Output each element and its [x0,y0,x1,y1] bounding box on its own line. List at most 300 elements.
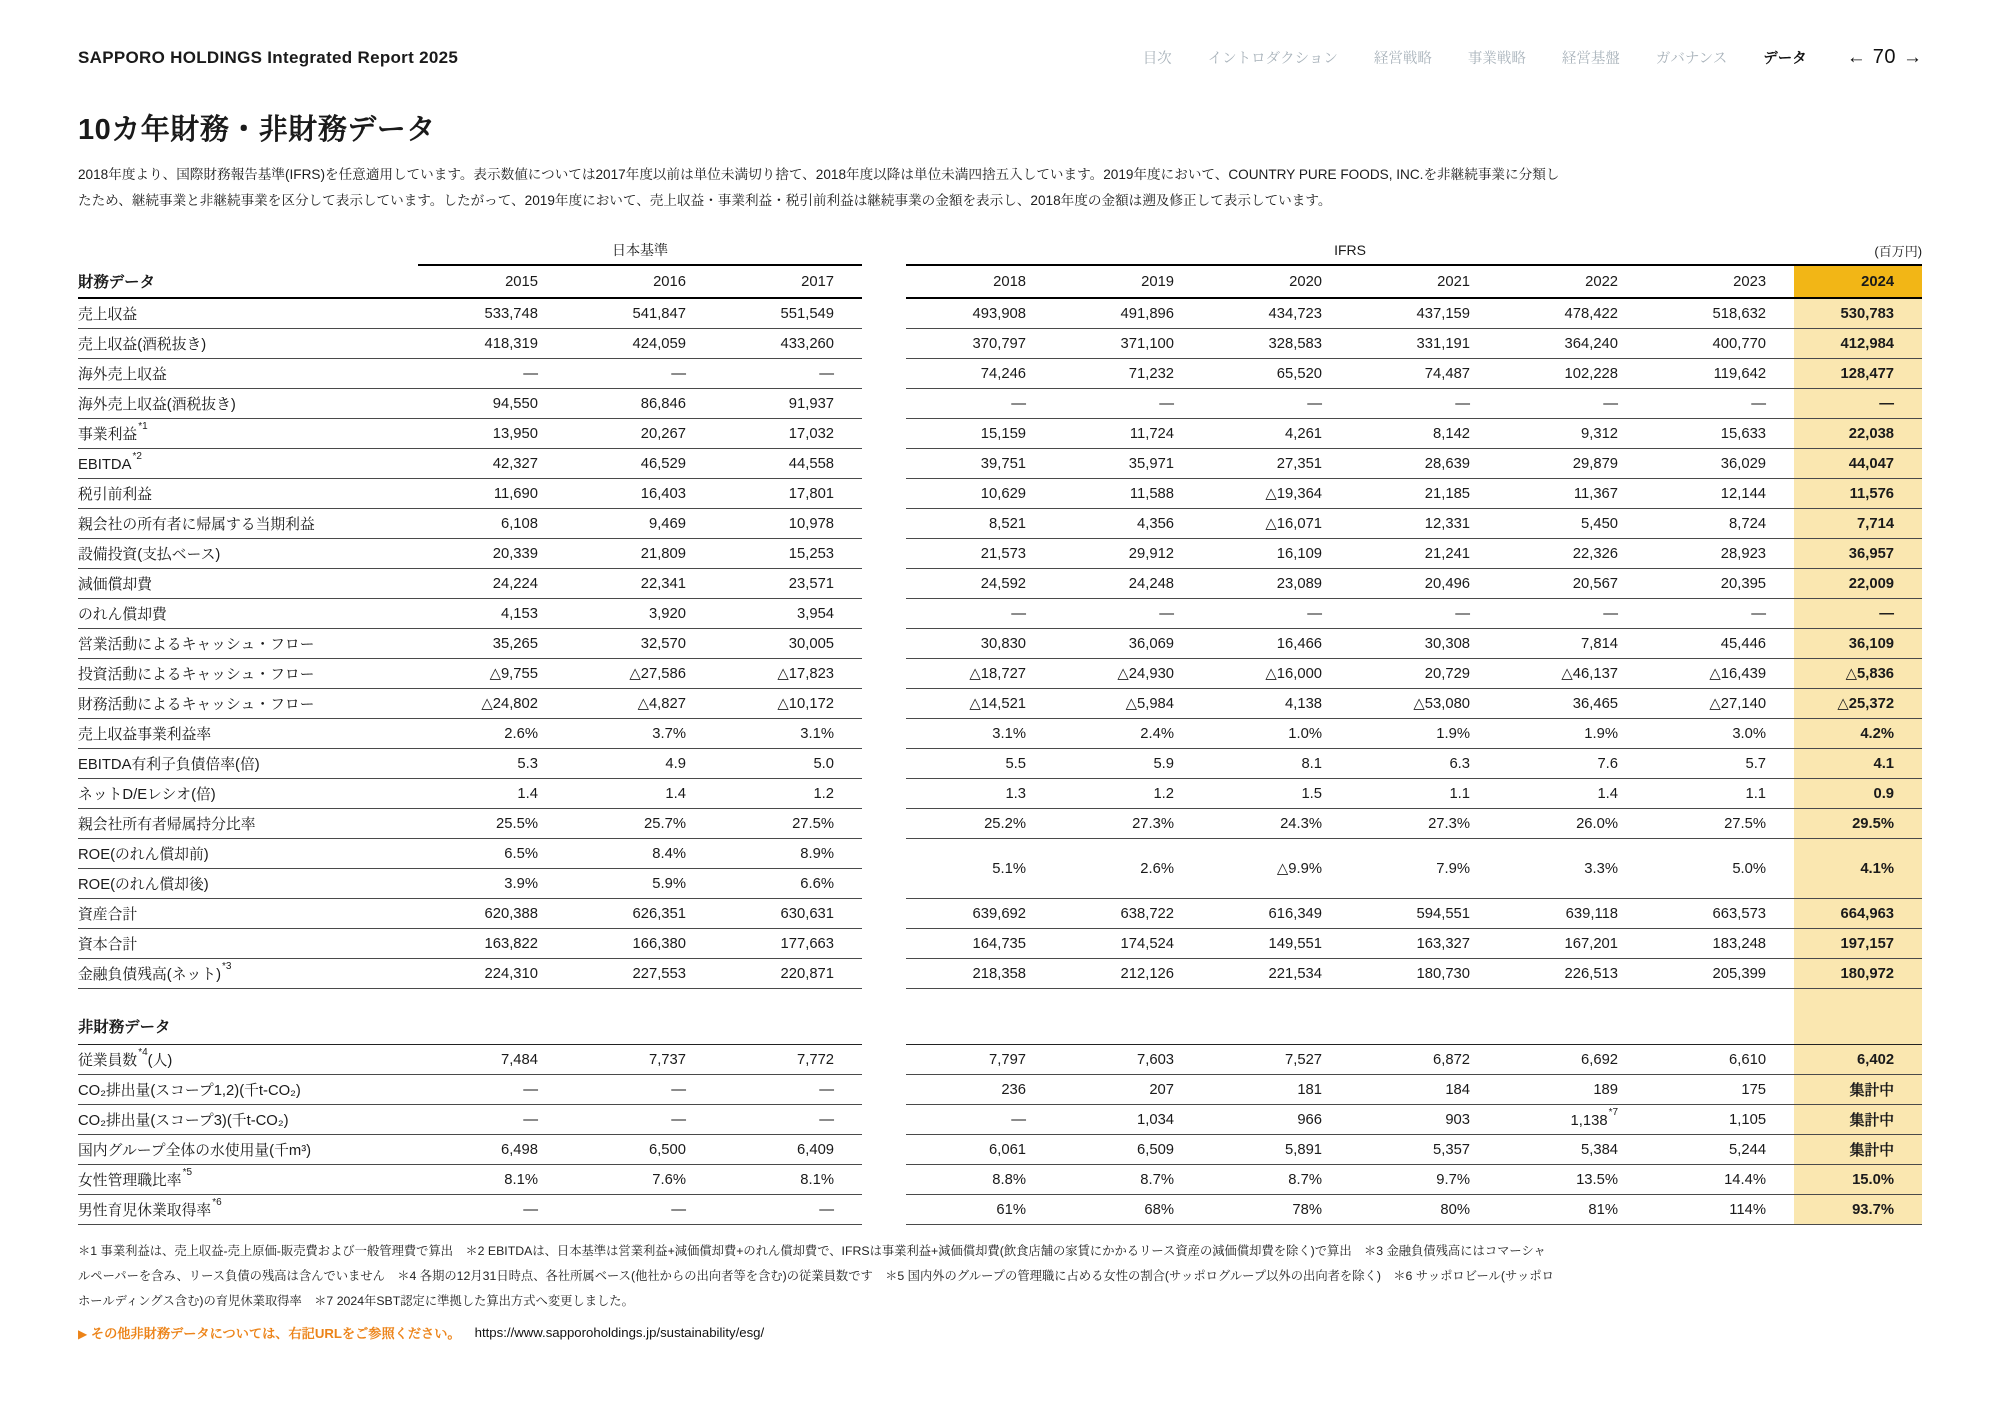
value-cell: 5,450 [1498,509,1646,539]
value-cell: 119,642 [1646,359,1794,389]
column-gap [862,298,906,329]
column-gap [862,959,906,989]
table-row [78,449,1922,479]
value-cell: 174,524 [1054,929,1202,959]
table-row [78,329,1922,359]
value-cell: △27,586 [566,659,714,689]
value-cell: 3.3% [1498,839,1646,899]
prev-page-arrow-icon[interactable]: ← [1846,46,1866,68]
value-cell: 46,529 [566,449,714,479]
value-cell: 15,633 [1646,419,1794,449]
value-cell: 21,185 [1350,479,1498,509]
value-cell: 22,038 [1794,419,1922,449]
report-title: SAPPORO HOLDINGS Integrated Report 2025 [78,47,459,67]
value-cell: 8.1 [1202,749,1350,779]
year-header: 2023 [1646,265,1794,298]
value-cell: 5.0% [1646,839,1794,899]
value-cell: 11,690 [418,479,566,509]
value-cell: 7,527 [1202,1045,1350,1075]
value-cell: 28,923 [1646,539,1794,569]
column-gap [862,899,906,929]
value-cell: 11,588 [1054,479,1202,509]
column-gap [862,265,906,298]
value-cell: 7.9% [1350,839,1498,899]
table-row [78,1165,1922,1195]
group-header-spacer [78,236,418,265]
spacer-cell [906,989,1794,1005]
value-cell: 331,191 [1350,329,1498,359]
value-cell: 29.5% [1794,809,1922,839]
column-gap [862,1105,906,1135]
row-label: 売上収益(酒税抜き) [78,329,418,359]
value-cell: — [1350,599,1498,629]
value-cell: 8.7% [1202,1165,1350,1195]
value-cell: — [1350,389,1498,419]
row-label: 女性管理職比率$^{*5}$ [78,1165,418,1195]
value-cell: 491,896 [1054,298,1202,329]
value-cell: 15,253 [714,539,862,569]
value-cell: 36,109 [1794,629,1922,659]
row-label: 投資活動によるキャッシュ・フロー [78,659,418,689]
table-row [78,809,1922,839]
value-cell: 20,496 [1350,569,1498,599]
value-cell: 594,551 [1350,899,1498,929]
value-cell: 3.9% [418,869,566,899]
value-cell: 163,327 [1350,929,1498,959]
value-cell: 8.4% [566,839,714,869]
value-cell: 61% [906,1195,1054,1225]
value-cell: 20,267 [566,419,714,449]
value-cell: 183,248 [1646,929,1794,959]
value-cell: 4.1 [1794,749,1922,779]
value-cell: 91,937 [714,389,862,419]
value-cell: 7,714 [1794,509,1922,539]
value-cell: 400,770 [1646,329,1794,359]
value-cell: 22,341 [566,569,714,599]
table-body [78,236,1922,1225]
value-cell: 94,550 [418,389,566,419]
column-gap [862,749,906,779]
nav-item-business-strategy[interactable]: 事業戦略 [1467,51,1526,67]
value-cell: 518,632 [1646,298,1794,329]
table-row [78,1195,1922,1225]
value-cell: 5.5 [906,749,1054,779]
value-cell: 226,513 [1498,959,1646,989]
value-cell: 4,138 [1202,689,1350,719]
column-gap [862,569,906,599]
value-cell: 3.7% [566,719,714,749]
column-gap [862,1165,906,1195]
table-row [78,1135,1922,1165]
row-label: EBITDA有利子負債倍率(倍) [78,749,418,779]
nonfinancial-section-header-row [78,1004,1922,1045]
value-cell: 0.9 [1794,779,1922,809]
nav-item-introduction[interactable]: イントロダクション [1207,51,1338,67]
value-cell: △53,080 [1350,689,1498,719]
value-cell: 189 [1498,1075,1646,1105]
row-label: ネットD/Eレシオ(倍) [78,779,418,809]
value-cell: 3.1% [906,719,1054,749]
value-cell: 74,487 [1350,359,1498,389]
value-cell: 328,583 [1202,329,1350,359]
value-cell: 6,610 [1646,1045,1794,1075]
value-cell: — [1498,599,1646,629]
value-cell: 7,772 [714,1045,862,1075]
column-gap [862,719,906,749]
intro-line-2: たため、継続事業と非継続事業を区分して表示しています。したがって、2019年度において、売上収益・事業利益・税引前利益は継続事業の金額を表示し、2018年度の金額は遡及修正して表示しています。 [78,193,1332,208]
value-cell: — [1498,389,1646,419]
value-cell: — [1202,599,1350,629]
value-cell: 3.0% [1646,719,1794,749]
external-link-url[interactable]: https://www.sapporoholdings.jp/sustainability/esg/ [474,1325,765,1340]
value-cell: 35,265 [418,629,566,659]
row-label: 設備投資(支払ベース) [78,539,418,569]
value-cell: 8.7% [1054,1165,1202,1195]
value-cell: 35,971 [1054,449,1202,479]
row-label: 売上収益事業利益率 [78,719,418,749]
value-cell: 6,108 [418,509,566,539]
table-row [78,779,1922,809]
value-cell: 639,692 [906,899,1054,929]
table-row [78,389,1922,419]
jgaap-standard-label: 日本基準 [418,236,862,265]
value-cell: 8.9% [714,839,862,869]
column-gap [862,599,906,629]
value-cell: 530,783 [1794,298,1922,329]
ten-year-data-table [78,236,1922,1225]
value-cell: 184 [1350,1075,1498,1105]
year-header: 2020 [1202,265,1350,298]
value-cell: 7,814 [1498,629,1646,659]
year-header: 2022 [1498,265,1646,298]
value-cell: 16,109 [1202,539,1350,569]
empty-cell [418,1004,862,1045]
value-cell: △24,802 [418,689,566,719]
row-label: 国内グループ全体の水使用量(千m³) [78,1135,418,1165]
table-row [78,659,1922,689]
column-gap [862,329,906,359]
nav-item-management-strategy[interactable]: 経営戦略 [1373,51,1432,67]
value-cell: 20,395 [1646,569,1794,599]
value-cell: △27,140 [1646,689,1794,719]
value-cell: 180,730 [1350,959,1498,989]
value-cell: 551,549 [714,298,862,329]
row-label: 親会社所有者帰属持分比率 [78,809,418,839]
value-cell: 5.7 [1646,749,1794,779]
value-cell: 1.0% [1202,719,1350,749]
column-gap [862,929,906,959]
value-cell: 27.5% [714,809,862,839]
table-row [78,629,1922,659]
value-cell: — [1054,389,1202,419]
table-row [78,839,1922,869]
value-cell: 25.2% [906,809,1054,839]
value-cell: 2.6% [418,719,566,749]
table-row [78,539,1922,569]
value-cell: 4.2% [1794,719,1922,749]
value-cell: 114% [1646,1195,1794,1225]
empty-cell-highlight [1794,1004,1922,1045]
value-cell: 29,912 [1054,539,1202,569]
table-row [78,1105,1922,1135]
value-cell: 78% [1202,1195,1350,1225]
row-label: 事業利益$^{*1}$ [78,419,418,449]
value-cell: 149,551 [1202,929,1350,959]
intro-paragraph [78,162,1922,214]
column-gap [862,1004,906,1045]
value-cell: △18,727 [906,659,1054,689]
table-row [78,298,1922,329]
value-cell: 8.8% [906,1165,1054,1195]
table-row [78,479,1922,509]
value-cell: 14.4% [1646,1165,1794,1195]
nav-item-toc[interactable]: 目次 [1142,51,1172,67]
value-cell: 3,954 [714,599,862,629]
value-cell: 1.5 [1202,779,1350,809]
year-header: 2021 [1350,265,1498,298]
value-cell: 1,034 [1054,1105,1202,1135]
column-gap [862,1075,906,1105]
value-cell: 4.1% [1794,839,1922,899]
value-cell: △25,372 [1794,689,1922,719]
value-cell: 7,797 [906,1045,1054,1075]
value-cell: 6,692 [1498,1045,1646,1075]
value-cell: △16,000 [1202,659,1350,689]
value-cell: — [714,1105,862,1135]
value-cell: 27.3% [1350,809,1498,839]
value-cell: 164,735 [906,929,1054,959]
table-row [78,599,1922,629]
column-gap [862,419,906,449]
row-label: 従業員数$^{*4}$(人) [78,1045,418,1075]
footnotes [78,1239,1922,1314]
footnote-line-3: ホールディングス含む)の育児休業取得率 ＊7 2024年SBT認定に準拠した算出方式へ変更しました。 [78,1294,634,1308]
row-label: 金融負債残高(ネット)$^{*3}$ [78,959,418,989]
value-cell: 16,403 [566,479,714,509]
value-cell: — [714,359,862,389]
row-label: 減価償却費 [78,569,418,599]
table-row [78,929,1922,959]
external-link-label: その他非財務データについては、右記URLをご参照ください。 [90,1326,461,1341]
column-gap [862,389,906,419]
column-gap [862,449,906,479]
value-cell: 6.3 [1350,749,1498,779]
value-cell: 68% [1054,1195,1202,1225]
value-cell: 5,384 [1498,1135,1646,1165]
value-cell: — [566,1105,714,1135]
column-gap [862,509,906,539]
nonfinancial-section-title: 非財務データ [78,1004,418,1045]
value-cell: 227,553 [566,959,714,989]
value-cell: 197,157 [1794,929,1922,959]
value-cell: △5,836 [1794,659,1922,689]
value-cell: 13.5% [1498,1165,1646,1195]
value-cell: 1.4 [1498,779,1646,809]
intro-line-1: 2018年度より、国際財務報告基準(IFRS)を任意適用しています。表示数値については2017年度以前は単位未満切り捨て、2018年度以降は単位未満四捨五入しています。2019年度において、COUNTRY PURE FOODS, INC.を非継続事業に分類し [78,167,1560,182]
value-cell: — [566,1075,714,1105]
value-cell: 4,153 [418,599,566,629]
value-cell: 15,159 [906,419,1054,449]
column-gap [862,1135,906,1165]
value-cell: 6.6% [714,869,862,899]
year-header: 2015 [418,265,566,298]
row-label: 資産合計 [78,899,418,929]
value-cell: △19,364 [1202,479,1350,509]
value-cell: 433,260 [714,329,862,359]
value-cell: 20,729 [1350,659,1498,689]
year-header: 2019 [1054,265,1202,298]
footnote-line-1: ＊1 事業利益は、売上収益-売上原価-販売費および一般管理費で算出 ＊2 EBITDAは、日本基準は営業利益+減価償却費+のれん償却費で、IFRSは事業利益+減価償却費(飲食店舗の家賃にかかるリース資産の減価償却費を除く)で算出 ＊3 金融負債残高にはコマーシャ [78,1244,1546,1258]
row-label: CO₂排出量(スコープ1,2)(千t-CO₂) [78,1075,418,1105]
value-cell: 6,409 [714,1135,862,1165]
value-cell: 32,570 [566,629,714,659]
value-cell: 9.7% [1350,1165,1498,1195]
value-cell: 212,126 [1054,959,1202,989]
value-cell: △4,827 [566,689,714,719]
spacer-cell [418,989,862,1005]
value-cell: 集計中 [1794,1135,1922,1165]
value-cell: 71,232 [1054,359,1202,389]
ifrs-standard-label: IFRS [906,236,1794,265]
value-cell: 11,576 [1794,479,1922,509]
value-cell: △14,521 [906,689,1054,719]
value-cell: 437,159 [1350,298,1498,329]
value-cell: 2.4% [1054,719,1202,749]
value-cell: 6,509 [1054,1135,1202,1165]
value-cell: 5.3 [418,749,566,779]
value-cell: 44,047 [1794,449,1922,479]
table-group-header-row [78,236,1922,265]
value-cell: △5,984 [1054,689,1202,719]
value-cell: 39,751 [906,449,1054,479]
table-row [78,749,1922,779]
value-cell: 128,477 [1794,359,1922,389]
value-cell: 6.5% [418,839,566,869]
nav-item-management-base[interactable]: 経営基盤 [1561,51,1620,67]
value-cell: 21,241 [1350,539,1498,569]
value-cell: 8,521 [906,509,1054,539]
table-row [78,569,1922,599]
column-gap [862,359,906,389]
value-cell: 638,722 [1054,899,1202,929]
value-cell: 16,466 [1202,629,1350,659]
empty-cell [906,1004,1794,1045]
value-cell: 20,567 [1498,569,1646,599]
value-cell: 12,144 [1646,479,1794,509]
value-cell: 36,465 [1498,689,1646,719]
value-cell: 8,142 [1350,419,1498,449]
value-cell: 6,402 [1794,1045,1922,1075]
value-cell: 1.3 [906,779,1054,809]
value-cell: — [1794,599,1922,629]
value-cell: 11,724 [1054,419,1202,449]
nav-item-data[interactable]: データ [1763,51,1807,67]
year-header: 2016 [566,265,714,298]
value-cell: 12,331 [1350,509,1498,539]
value-cell: 1.2 [714,779,862,809]
value-cell: △24,930 [1054,659,1202,689]
column-gap [862,236,906,265]
value-cell: — [906,1105,1054,1135]
value-cell: 10,978 [714,509,862,539]
top-bar [78,0,1922,69]
value-cell: 6,498 [418,1135,566,1165]
value-cell: 1.4 [566,779,714,809]
year-header: 2024 [1794,265,1922,298]
value-cell: 478,422 [1498,298,1646,329]
value-cell: 9,469 [566,509,714,539]
row-label: EBITDA$^{*2}$ [78,449,418,479]
value-cell: — [1794,389,1922,419]
column-gap [862,659,906,689]
value-cell: 177,663 [714,929,862,959]
top-nav [1143,47,1807,68]
value-cell: 7,484 [418,1045,566,1075]
value-cell: 26.0% [1498,809,1646,839]
value-cell: — [714,1075,862,1105]
value-cell: 30,308 [1350,629,1498,659]
value-cell: 6,872 [1350,1045,1498,1075]
value-cell: 27.3% [1054,809,1202,839]
table-row [78,1045,1922,1075]
row-label: ROE(のれん償却前) [78,839,418,869]
value-cell: 3,920 [566,599,714,629]
value-cell: 23,089 [1202,569,1350,599]
value-cell: — [906,599,1054,629]
value-cell: 1,138$^{*7}$ [1498,1105,1646,1135]
external-link-row [78,1323,1922,1342]
financial-section-title: 財務データ [78,265,418,298]
unit-label: (百万円) [1794,236,1922,265]
value-cell: △9,755 [418,659,566,689]
value-cell: 166,380 [566,929,714,959]
value-cell: △16,439 [1646,659,1794,689]
nav-item-governance[interactable]: ガバナンス [1655,51,1728,67]
value-cell: 5.0 [714,749,862,779]
value-cell: 224,310 [418,959,566,989]
value-cell: 418,319 [418,329,566,359]
value-cell: 集計中 [1794,1075,1922,1105]
value-cell: 5,891 [1202,1135,1350,1165]
table-row [78,719,1922,749]
next-page-arrow-icon[interactable]: → [1903,46,1922,68]
page-number: 70 [1872,46,1896,68]
value-cell: 620,388 [418,899,566,929]
value-cell: 17,801 [714,479,862,509]
value-cell: 44,558 [714,449,862,479]
value-cell: — [566,1195,714,1225]
value-cell: 22,009 [1794,569,1922,599]
value-cell: — [714,1195,862,1225]
value-cell: 218,358 [906,959,1054,989]
value-cell: 5.1% [906,839,1054,899]
value-cell: 207 [1054,1075,1202,1105]
value-cell: 81% [1498,1195,1646,1225]
value-cell: 102,228 [1498,359,1646,389]
column-gap [862,1045,906,1075]
value-cell: 5,357 [1350,1135,1498,1165]
column-gap [862,839,906,899]
value-cell: 25.7% [566,809,714,839]
value-cell: 8.1% [714,1165,862,1195]
value-cell: 8.1% [418,1165,566,1195]
column-gap [862,809,906,839]
value-cell: 221,534 [1202,959,1350,989]
value-cell: 371,100 [1054,329,1202,359]
row-label: 資本合計 [78,929,418,959]
value-cell: 29,879 [1498,449,1646,479]
value-cell: 370,797 [906,329,1054,359]
